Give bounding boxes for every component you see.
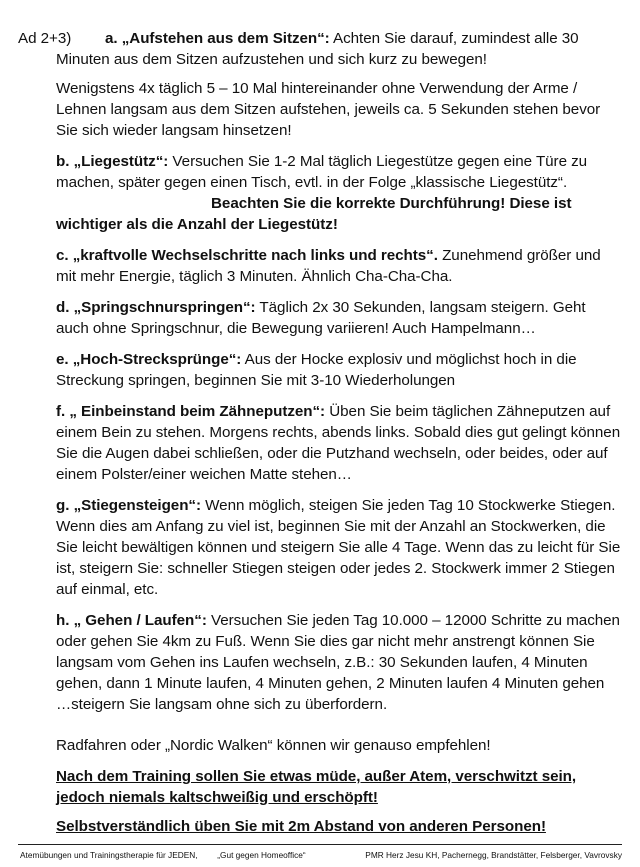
section-h	[0, 610, 640, 715]
section-c	[0, 245, 640, 287]
document-body	[0, 28, 640, 837]
footer-right: PMR Herz Jesu KH, Pachernegg, Brandstätter, Felsberger, Vavrovsky	[365, 850, 622, 860]
section-a	[0, 28, 640, 141]
section-h-title: h. „ Gehen / Laufen“:	[56, 612, 207, 629]
footer-left: Atemübungen und Trainingstherapie für JEDEN,	[20, 850, 198, 860]
section-e-title: e. „Hoch-Strecksprünge“:	[56, 351, 242, 368]
section-d-para	[56, 297, 622, 339]
section-d-title: d. „Springschnurspringen“:	[56, 299, 256, 316]
section-b-title: b. „Liegestütz“:	[56, 153, 169, 170]
section-g-para	[56, 495, 622, 600]
section-g	[0, 495, 640, 600]
closing-block	[0, 735, 640, 837]
closing-warning: Nach dem Training sollen Sie etwas müde, außer Atem, verschwitzt sein, jedoch niemals kaltschweißig und erschöpft!	[56, 768, 577, 806]
section-h-text: Versuchen Sie jeden Tag 10.000 – 12000 Schritte zu machen oder gehen Sie 4km zu Fuß. Wenn Sie dies gar nicht mehr anstrengt können Sie langsam vom Gehen ins Laufen wechseln, z.B.: 30 Sekunden laufen, 4 Minuten gehen, dann 1 Minute laufen, 4 Minuten gehen, 2 Minuten laufen 4 Minuten gehen …steigern Sie langsam ohne sich zu überfordern.	[56, 612, 620, 713]
footer-middle: „Gut gegen Homeoffice“	[217, 850, 306, 860]
section-e-text: Aus der Hocke explosiv und möglichst hoch in die Streckung springen, beginnen Sie mit 3-10 Wiederholungen	[56, 351, 577, 389]
section-a-text-1: Achten Sie darauf, zumindest alle 30	[329, 30, 579, 47]
section-b	[0, 151, 640, 235]
section-c-text: Zunehmend größer und mit mehr Energie, täglich 3 Minuten. Ähnlich Cha-Cha-Cha.	[56, 247, 601, 285]
section-d-text: Täglich 2x 30 Sekunden, langsam steigern. Geht auch ohne Springschnur, die Bewegung variieren! Auch Hampelmann…	[56, 299, 586, 337]
section-b-text: Versuchen Sie 1-2 Mal täglich Liegestütze gegen eine Türe zu machen, später gegen einen Tisch, evtl. in der Folge „klassische Liegestütz“.	[56, 153, 588, 191]
footer-divider	[18, 844, 622, 845]
section-g-title: g. „Stiegensteigen“:	[56, 497, 201, 514]
section-g-text: Wenn möglich, steigen Sie jeden Tag 10 Stockwerke Stiegen. Wenn dies am Anfang zu viel ist, beginnen Sie mit der Anzahl an Stockwerken, die Sie leicht bewältigen können und steigern Sie alle 4 Tage. Wenn das zu leicht für Sie ist, steigern Sie: schneller Stiegen steigen oder jedes 2. Stockwerk immer 2 Stiegen auf einmal, etc.	[56, 497, 621, 598]
section-a-para-2: Wenigstens 4x täglich 5 – 10 Mal hintereinander ohne Verwendung der Arme / Lehnen langsam aus dem Sitzen aufstehen, jeweils ca. 5 Sekunden stehen bevor Sie sich wieder langsam hinsetzen!	[56, 80, 601, 139]
page-footer	[20, 850, 622, 860]
section-e-para	[56, 349, 622, 391]
section-c-para	[56, 245, 622, 287]
section-h-para	[56, 610, 622, 715]
section-a-para-1	[105, 28, 622, 49]
section-f-title: f. „ Einbeinstand beim Zähneputzen“:	[56, 403, 326, 420]
section-a-title: a. „Aufstehen aus dem Sitzen“:	[105, 30, 330, 47]
closing-recommendation: Radfahren oder „Nordic Walken“ können wir genauso empfehlen!	[56, 737, 491, 754]
section-prefix: Ad 2+3)	[18, 30, 72, 47]
section-c-title: c. „kraftvolle Wechselschritte nach links und rechts“.	[56, 247, 438, 264]
section-d	[0, 297, 640, 339]
section-f-para	[56, 401, 622, 485]
closing-distance-note: Selbstverständlich üben Sie mit 2m Abstand von anderen Personen!	[56, 818, 546, 835]
section-b-para	[56, 151, 622, 235]
section-e	[0, 349, 640, 391]
section-a-text-2: Minuten aus dem Sitzen aufzustehen und sich kurz zu bewegen!	[56, 51, 487, 68]
section-f	[0, 401, 640, 485]
section-f-text: Üben Sie beim täglichen Zähneputzen auf einem Bein zu stehen. Morgens rechts, abends links. Sobald dies gut gelingt können Sie die Augen dabei schließen, oder die Putzhand wechseln, oder beides, oder auf einem Polster/einer weichen Matte stehen…	[56, 403, 621, 483]
section-b-emphasis-2: Diese ist wichtiger als die Anzahl der Liegestütz!	[56, 195, 572, 233]
section-b-emphasis-1: Beachten Sie die korrekte Durchführung!	[211, 195, 506, 212]
